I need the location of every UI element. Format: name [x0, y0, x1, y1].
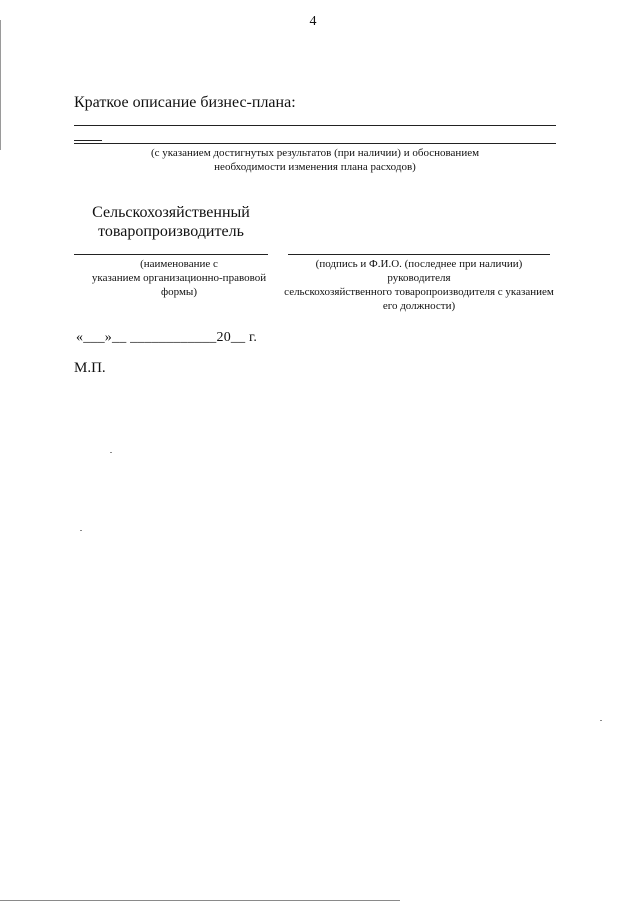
name-caption-line-3: формы) [161, 286, 197, 298]
page-number: 4 [309, 14, 317, 29]
plan-description-line-2 [74, 143, 556, 144]
plan-description-line-1 [74, 125, 556, 126]
producer-name-line [74, 254, 268, 255]
sign-caption-line-1: (подпись и Ф.И.О. (последнее при наличии) руководителя [315, 258, 523, 284]
producer-title [74, 203, 268, 241]
scan-speck [110, 452, 112, 453]
producer-name-caption [74, 257, 284, 299]
name-caption-line-2: указанием организационно-правовой [91, 272, 267, 284]
name-caption-line-1: (наименование с [140, 258, 218, 270]
plan-description-heading: Краткое описание бизнес-плана: [74, 94, 296, 111]
scan-speck [600, 720, 602, 721]
scan-edge-mark [0, 20, 1, 150]
signature-line [288, 254, 550, 255]
sign-caption-line-3: его должности) [382, 300, 456, 312]
scan-bottom-edge [0, 900, 400, 901]
plan-description-caption [74, 146, 556, 174]
scan-speck [80, 530, 82, 531]
plan-caption-line-2: необходимости изменения плана расходов) [214, 161, 416, 173]
sign-caption-line-2: сельскохозяйственного товаропроизводителя с указанием [284, 286, 554, 298]
stamp-label: М.П. [74, 360, 106, 376]
producer-title-line-1: Сельскохозяйственный [92, 204, 250, 221]
producer-title-line-2: товаропроизводитель [98, 223, 244, 240]
plan-description-line-tick [74, 140, 102, 141]
date-field: «___»__ ____________20__ г. [76, 330, 258, 345]
plan-caption-line-1: (с указанием достигнутых результатов (при наличии) и обоснованием [150, 147, 480, 159]
signature-caption [284, 257, 554, 313]
